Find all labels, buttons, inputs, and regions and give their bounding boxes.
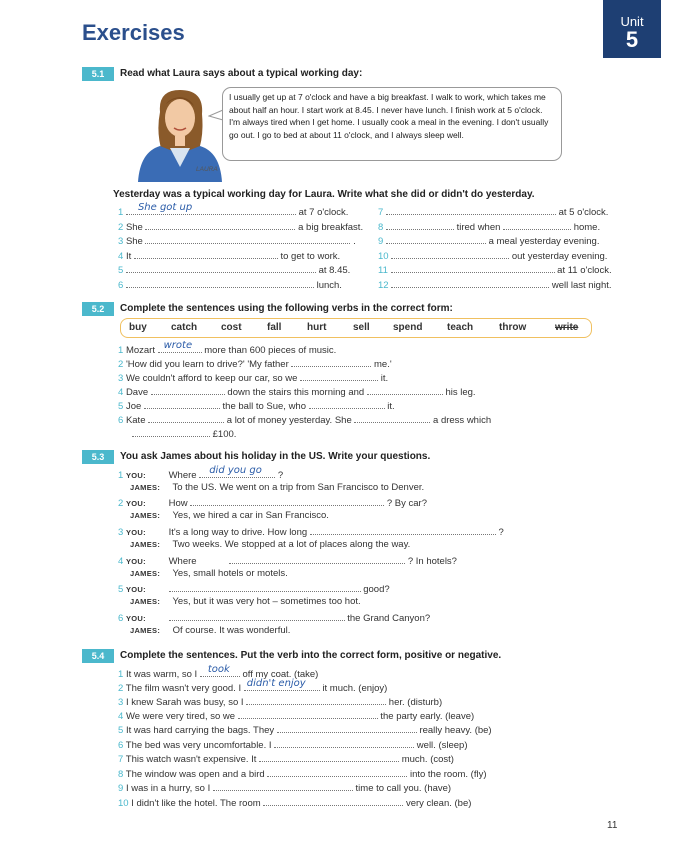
- verb-word: buy: [129, 322, 147, 333]
- sentence-text: Mozart: [125, 345, 155, 356]
- answer-line: [130, 568, 288, 579]
- list-item: [118, 723, 492, 736]
- answer-line: [130, 625, 290, 636]
- item-number: 2: [118, 498, 124, 509]
- item-number: 8: [378, 222, 384, 233]
- item-number: 8: [118, 769, 124, 780]
- answer-blank[interactable]: [386, 220, 454, 230]
- sentence-text: ? By car?: [386, 498, 428, 509]
- exercise-number: 5.1: [82, 67, 114, 81]
- sentence-text: She: [125, 222, 143, 233]
- sentence-text: ?: [498, 527, 504, 538]
- item-number: 4: [118, 556, 124, 567]
- sentence-text: time to call you. (have): [355, 783, 452, 794]
- exercise-instruction: Read what Laura says about a typical working day:: [120, 68, 363, 79]
- verb-word: spend: [393, 322, 423, 333]
- answer-blank[interactable]: [503, 220, 571, 230]
- sentence-text: The film wasn't very good. I: [125, 683, 242, 694]
- sentence-text: it.: [387, 401, 395, 412]
- sentence-text: more than 600 pieces of music.: [204, 345, 337, 356]
- answer-blank[interactable]: [263, 796, 403, 806]
- sentence-text: Where: [168, 470, 197, 481]
- sentence-text: Two weeks. We stopped at a lot of places along the way.: [172, 539, 411, 550]
- sentence-text: ? In hotels?: [407, 556, 457, 567]
- answer-blank[interactable]: [145, 220, 295, 230]
- sentence-text: much. (cost): [401, 754, 454, 765]
- sentence-text: it much. (enjoy): [322, 683, 388, 694]
- answer-blank[interactable]: [386, 234, 486, 244]
- answer-blank[interactable]: [309, 399, 385, 409]
- handwritten-answer: wrote: [163, 340, 193, 351]
- item-number: 4: [118, 711, 124, 722]
- answer-blank[interactable]: [386, 205, 556, 215]
- item-number: 3: [118, 236, 124, 247]
- sentence-text: This watch wasn't expensive. It: [125, 754, 257, 765]
- item-number: 12: [378, 280, 389, 291]
- item-number: 6: [118, 740, 124, 751]
- answer-blank[interactable]: [300, 371, 378, 381]
- sentence-text: a meal yesterday evening.: [488, 236, 600, 247]
- list-item: [118, 678, 388, 694]
- speaker-james: JAMES:: [130, 483, 161, 492]
- sentence-text: £100.: [212, 429, 237, 440]
- question-line: [118, 465, 284, 481]
- item-number: 10: [118, 798, 129, 809]
- sentence-text: 'How did you learn to drive?' 'My father: [125, 359, 289, 370]
- sentence-text: It's a long way to drive. How long: [168, 527, 308, 538]
- sentence-text: Of course. It was wonderful.: [172, 625, 291, 636]
- item-number: 10: [378, 251, 389, 262]
- answer-blank[interactable]: [126, 278, 314, 288]
- verb-word: catch: [171, 322, 198, 333]
- sentence-text: into the room. (fly): [409, 769, 487, 780]
- item-number: 3: [118, 373, 124, 384]
- sentence-text: his leg.: [445, 387, 476, 398]
- sentence-text: Yes, we hired a car in San Francisco.: [172, 510, 329, 521]
- exercise-sub-instruction: Yesterday was a typical working day for Laura. Write what she did or didn't do yesterday.: [113, 189, 535, 200]
- item-number: 3: [118, 527, 124, 538]
- verb-word: throw: [499, 322, 527, 333]
- answer-line: [130, 510, 329, 521]
- sentence-text: home.: [573, 222, 601, 233]
- speaker-you: YOU:: [125, 499, 146, 508]
- sentence-text: the party early. (leave): [380, 711, 475, 722]
- sentence-text: tired when: [456, 222, 501, 233]
- item-number: 1: [118, 207, 124, 218]
- speaker-you: YOU:: [125, 528, 146, 537]
- answer-blank[interactable]: [291, 357, 371, 367]
- answer-blank[interactable]: [310, 525, 496, 535]
- sentence-text: I knew Sarah was busy, so I: [125, 697, 244, 708]
- item-number: 4: [118, 251, 124, 262]
- answer-blank[interactable]: [158, 340, 202, 353]
- sentence-text: Where: [168, 556, 197, 567]
- answer-blank[interactable]: [145, 234, 350, 244]
- page-number: 11: [607, 820, 618, 831]
- exercise-instruction: You ask James about his holiday in the US. Write your questions.: [120, 451, 431, 462]
- sentence-text: the Grand Canyon?: [347, 613, 431, 624]
- sentence-text: I didn't like the hotel. The room: [131, 798, 261, 809]
- item-number: 9: [118, 783, 124, 794]
- unit-badge: [603, 0, 661, 58]
- list-item: [378, 278, 612, 291]
- answer-blank[interactable]: [169, 611, 345, 621]
- list-item: [378, 205, 608, 218]
- answer-blank[interactable]: [200, 664, 240, 677]
- answer-blank[interactable]: [277, 723, 417, 733]
- item-number: 11: [378, 265, 388, 276]
- item-number: 6: [118, 280, 124, 291]
- speaker-you: YOU:: [125, 585, 146, 594]
- page-title: Exercises: [82, 20, 185, 45]
- sentence-text: it.: [380, 373, 389, 384]
- sentence-text: really heavy. (be): [419, 725, 492, 736]
- sentence-text: It was warm, so I: [125, 669, 198, 680]
- answer-blank[interactable]: [391, 263, 555, 273]
- speech-bubble: I usually get up at 7 o'clock and have a big breakfast. I walk to work, which takes me about half an hour. I start work at 8.45. I never have lunch. I finish work at 5 o'clock. I'm always tired when I get home. I usually cook a meal in the evening. I don't usually go out. I go to bed at about 11 o'clock, and I always sleep well.: [222, 87, 562, 161]
- sentence-text: Kate: [125, 415, 146, 426]
- answer-blank[interactable]: [134, 249, 278, 259]
- verb-word: fall: [267, 322, 282, 333]
- sentence-text: well. (sleep): [416, 740, 468, 751]
- list-item: [118, 709, 474, 722]
- exercise-instruction: Complete the sentences using the following verbs in the correct form:: [120, 303, 453, 314]
- sentence-text: She: [125, 236, 143, 247]
- sentence-text: the ball to Sue, who: [222, 401, 306, 412]
- verb-word: cost: [221, 322, 242, 333]
- answer-blank[interactable]: [132, 427, 210, 437]
- item-number: 5: [118, 584, 124, 595]
- answer-line: [130, 596, 361, 607]
- sentence-text: a big breakfast.: [298, 222, 364, 233]
- verb-word-crossed: write: [555, 322, 579, 333]
- speaker-james: JAMES:: [130, 569, 161, 578]
- verb-box: [120, 318, 592, 338]
- list-item: [118, 796, 471, 809]
- sentence-text: out yesterday evening.: [511, 251, 608, 262]
- item-number: 2: [118, 359, 124, 370]
- unit-label: Unit: [620, 14, 644, 29]
- list-item: [118, 738, 467, 751]
- sentence-text: We couldn't afford to keep our car, so we: [125, 373, 298, 384]
- sentence-text: her. (disturb): [388, 697, 443, 708]
- exercise-number: 5.3: [82, 450, 114, 464]
- item-number: 6: [118, 613, 124, 624]
- sentence-text: a dress which: [433, 415, 492, 426]
- sentence-text: The window was open and a bird: [125, 769, 265, 780]
- answer-blank[interactable]: [354, 413, 430, 423]
- answer-blank[interactable]: [391, 278, 549, 288]
- sentence-text: down the stairs this morning and: [227, 387, 365, 398]
- answer-blank[interactable]: [238, 709, 378, 719]
- list-item: [118, 695, 442, 708]
- speaker-james: JAMES:: [130, 626, 161, 635]
- list-item: [118, 202, 349, 218]
- answer-blank[interactable]: [199, 465, 275, 478]
- list-item: [118, 249, 340, 262]
- sentence-text: Dave: [125, 387, 149, 398]
- sentence-text: very clean. (be): [405, 798, 472, 809]
- list-item: [118, 399, 395, 412]
- answer-blank[interactable]: [244, 678, 320, 691]
- sentence-text: How: [168, 498, 188, 509]
- item-number: 6: [118, 415, 124, 426]
- speaker-you: YOU:: [125, 614, 146, 623]
- answer-blank[interactable]: [274, 738, 414, 748]
- item-number: 7: [378, 207, 384, 218]
- sentence-text: at 5 o'clock.: [558, 207, 609, 218]
- item-number: 3: [118, 697, 124, 708]
- sentence-text: me.': [374, 359, 392, 370]
- answer-blank[interactable]: [190, 496, 384, 506]
- sentence-text: at 11 o'clock.: [557, 265, 612, 276]
- sentence-text: to get to work.: [280, 251, 341, 262]
- speaker-james: JAMES:: [130, 540, 161, 549]
- answer-line: [130, 482, 424, 493]
- unit-number: 5: [625, 27, 639, 52]
- item-number: 5: [118, 725, 124, 736]
- handwritten-answer: took: [207, 664, 230, 675]
- speaker-james: JAMES:: [130, 511, 161, 520]
- sentence-text: To the US. We went on a trip from San Francisco to Denver.: [172, 482, 425, 493]
- item-number: 1: [118, 669, 124, 680]
- item-number: 5: [118, 265, 124, 276]
- exercise-number: 5.4: [82, 649, 114, 663]
- item-number: 2: [118, 222, 124, 233]
- list-item: [118, 767, 487, 780]
- item-number: 9: [378, 236, 384, 247]
- question-line: [118, 611, 430, 624]
- handwritten-answer: She got up: [137, 202, 193, 213]
- answer-blank[interactable]: [259, 752, 399, 762]
- answer-blank[interactable]: [126, 263, 316, 273]
- answer-blank[interactable]: [213, 781, 353, 791]
- verb-word: sell: [353, 322, 370, 333]
- answer-blank[interactable]: [151, 385, 225, 395]
- answer-blank[interactable]: [267, 767, 407, 777]
- list-item: [118, 220, 363, 233]
- list-item: [118, 385, 476, 398]
- sentence-text: a lot of money yesterday. She: [226, 415, 352, 426]
- sentence-text: off my coat. (take): [242, 669, 319, 680]
- item-number: 1: [118, 345, 124, 356]
- answer-blank[interactable]: [367, 385, 443, 395]
- exercise-instruction: Complete the sentences. Put the verb into the correct form, positive or negative.: [120, 650, 502, 661]
- verb-word: hurt: [307, 322, 327, 333]
- list-item: [378, 234, 599, 247]
- sentence-text: at 8.45.: [318, 265, 351, 276]
- answer-blank[interactable]: [148, 413, 224, 423]
- sentence-text: lunch.: [316, 280, 342, 291]
- sentence-text: It was hard carrying the bags. They: [125, 725, 275, 736]
- answer-blank[interactable]: [144, 399, 220, 409]
- answer-line: [130, 539, 410, 550]
- item-number: 1: [118, 470, 124, 481]
- list-item: [118, 263, 350, 276]
- list-item: [118, 278, 342, 291]
- list-item: [118, 752, 454, 765]
- sentence-text: It: [125, 251, 132, 262]
- question-line: [118, 525, 504, 538]
- answer-blank[interactable]: [391, 249, 509, 259]
- sentence-text: Joe: [125, 401, 142, 412]
- sentence-text: We were very tired, so we: [125, 711, 236, 722]
- illustration-caption: LAURA: [196, 166, 218, 173]
- sentence-text: ?: [277, 470, 284, 481]
- list-item: [378, 220, 600, 233]
- sentence-text: well last night.: [551, 280, 612, 291]
- question-line: [118, 582, 390, 595]
- list-item: [378, 263, 612, 276]
- speaker-james: JAMES:: [130, 597, 161, 606]
- handwritten-answer: did you go: [209, 465, 262, 476]
- question-line: [118, 554, 457, 567]
- answer-blank[interactable]: [229, 554, 405, 564]
- verb-word: teach: [447, 322, 474, 333]
- sentence-text: The bed was very uncomfortable. I: [125, 740, 272, 751]
- sentence-text: Yes, but it was very hot – sometimes too hot.: [172, 596, 361, 607]
- handwritten-answer: didn't enjoy: [246, 678, 306, 689]
- list-item: [118, 234, 356, 247]
- sentence-text: Yes, small hotels or motels.: [172, 568, 288, 579]
- list-item: [378, 249, 607, 262]
- item-number: 5: [118, 401, 124, 412]
- list-item: [118, 340, 337, 356]
- item-number: 7: [118, 754, 124, 765]
- answer-blank[interactable]: [246, 695, 386, 705]
- exercise-number: 5.2: [82, 302, 114, 316]
- list-item: [118, 357, 392, 370]
- answer-blank[interactable]: [169, 582, 361, 592]
- item-number: 4: [118, 387, 124, 398]
- sentence-text: at 7 o'clock.: [298, 207, 349, 218]
- sentence-text: I was in a hurry, so I: [125, 783, 211, 794]
- speaker-you: YOU:: [125, 557, 146, 566]
- list-item: [118, 781, 451, 794]
- item-number: 2: [118, 683, 124, 694]
- sentence-text: good?: [363, 584, 390, 595]
- list-item: [118, 413, 491, 426]
- answer-blank[interactable]: [126, 202, 296, 215]
- speaker-you: YOU:: [125, 471, 146, 480]
- list-item-continuation: [132, 427, 236, 440]
- sentence-text: .: [353, 236, 356, 247]
- list-item: [118, 371, 388, 384]
- question-line: [118, 496, 427, 509]
